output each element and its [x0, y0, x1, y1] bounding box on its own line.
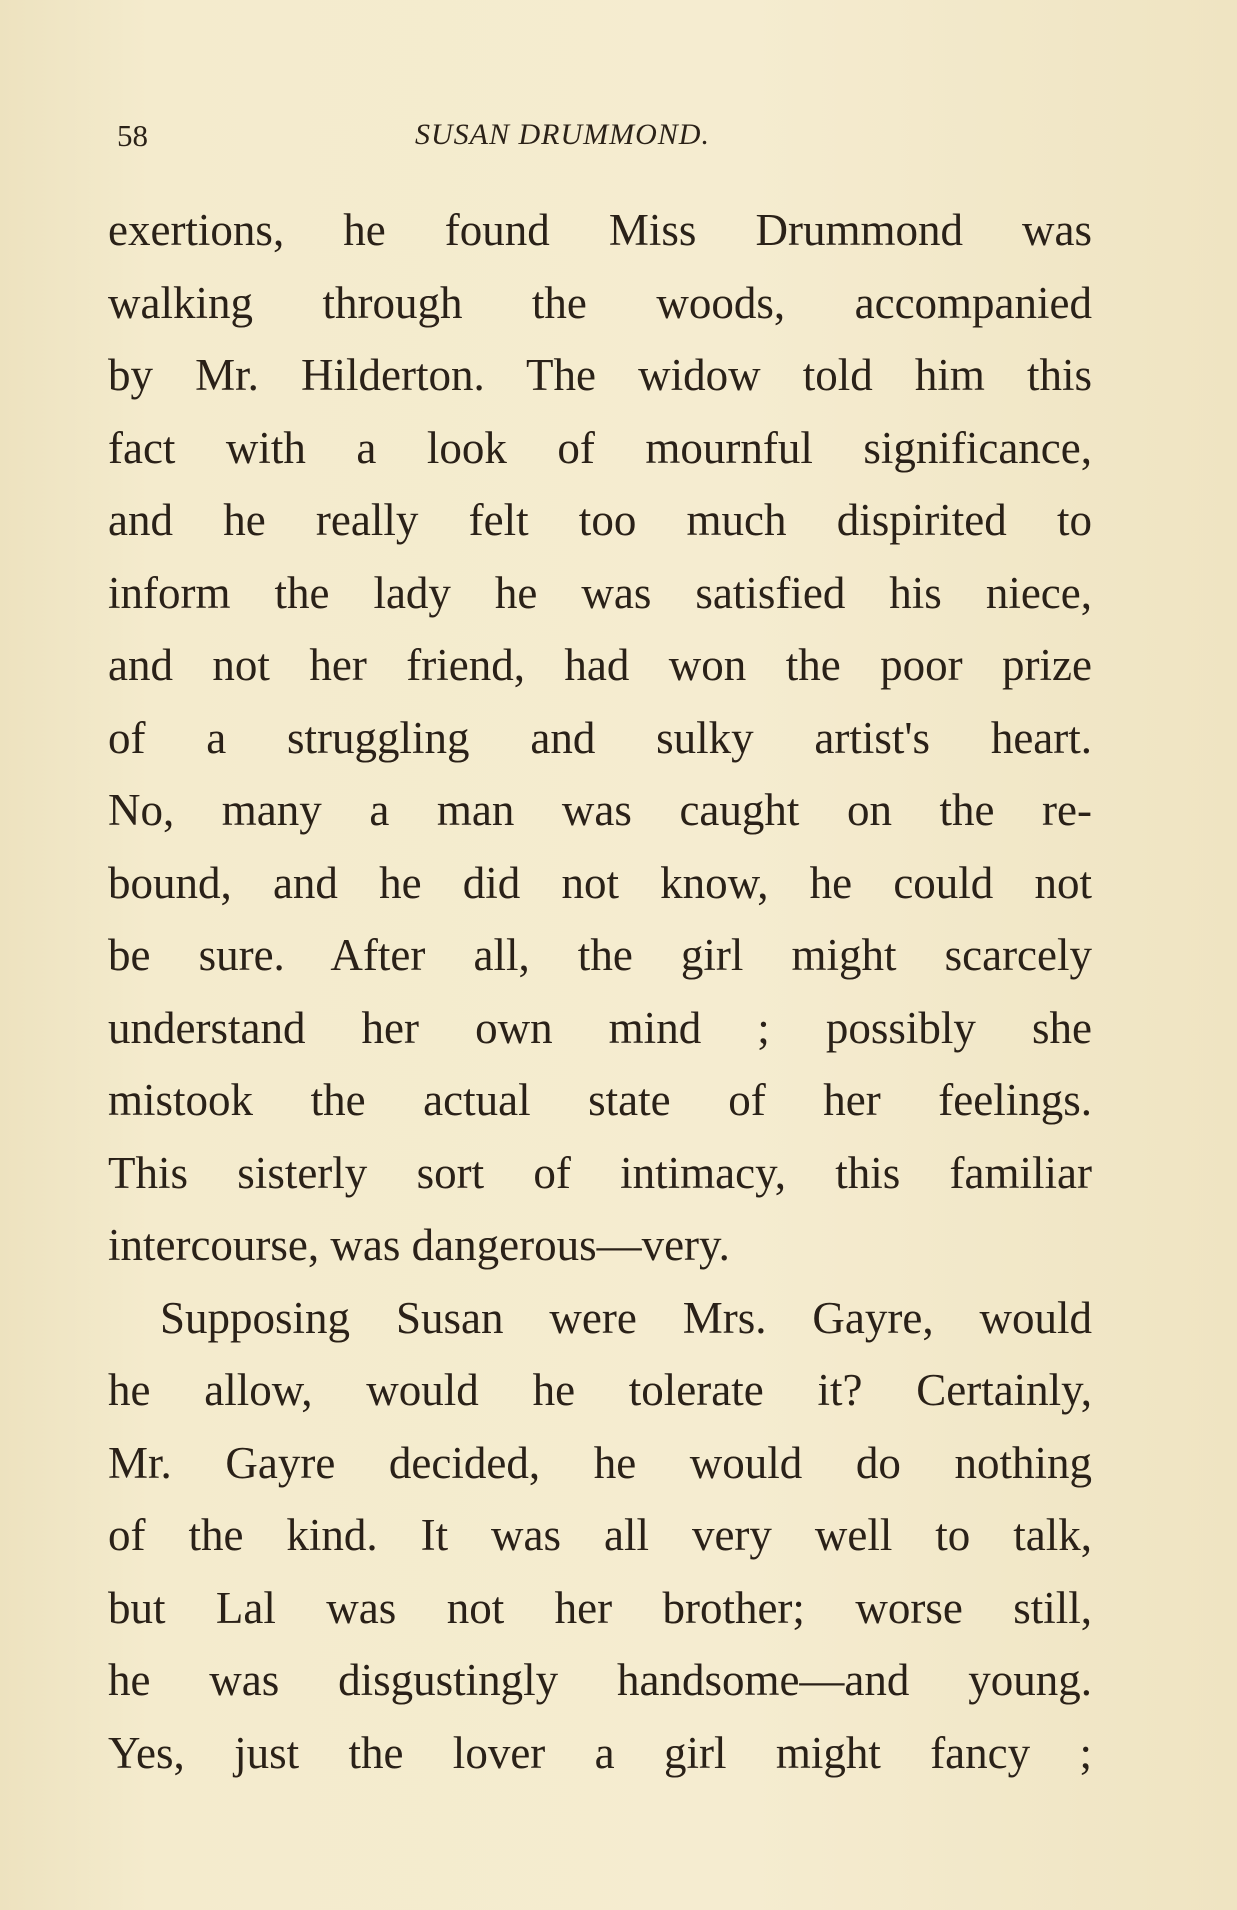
text-line: exertions, he found Miss Drummond was — [108, 205, 1092, 255]
text-line: This sisterly sort of intimacy, this familiar — [108, 1147, 1092, 1198]
text-line: and not her friend, had won the poor prize — [108, 640, 1092, 690]
text-line: he allow, would he tolerate it? Certainly, — [108, 1365, 1092, 1415]
body-text — [108, 194, 1092, 1789]
text-line: fact with a look of mournful significance, — [108, 422, 1092, 473]
page-header — [117, 118, 1057, 158]
text-line: walking through the woods, accompanied — [108, 277, 1092, 328]
text-line: intercourse, was dangerous—very. — [108, 1220, 730, 1270]
text-line: of the kind. It was all very well to talk, — [108, 1510, 1092, 1560]
text-line: and he really felt too much dispirited to — [108, 495, 1092, 545]
text-line: by Mr. Hilderton. The widow told him this — [108, 350, 1092, 400]
text-line: bound, and he did not know, he could not — [108, 857, 1092, 908]
text-line: inform the lady he was satisfied his niece, — [108, 567, 1092, 618]
text-line: mistook the actual state of her feelings. — [108, 1075, 1092, 1125]
text-line: he was disgustingly handsome—and young. — [108, 1655, 1092, 1705]
text-line: Yes, just the lover a girl might fancy ; — [108, 1727, 1092, 1778]
text-line-paragraph-start: Supposing Susan were Mrs. Gayre, would — [160, 1292, 1092, 1343]
text-line: be sure. After all, the girl might scarcely — [108, 930, 1092, 980]
page-number: 58 — [117, 118, 148, 153]
text-line: No, many a man was caught on the re- — [108, 785, 1092, 835]
text-line: of a struggling and sulky artist's heart. — [108, 712, 1092, 763]
running-title: SUSAN DRUMMOND. — [415, 118, 710, 151]
text-line: Mr. Gayre decided, he would do nothing — [108, 1437, 1092, 1488]
text-line: understand her own mind ; possibly she — [108, 1002, 1092, 1053]
text-line: but Lal was not her brother; worse still, — [108, 1582, 1092, 1633]
